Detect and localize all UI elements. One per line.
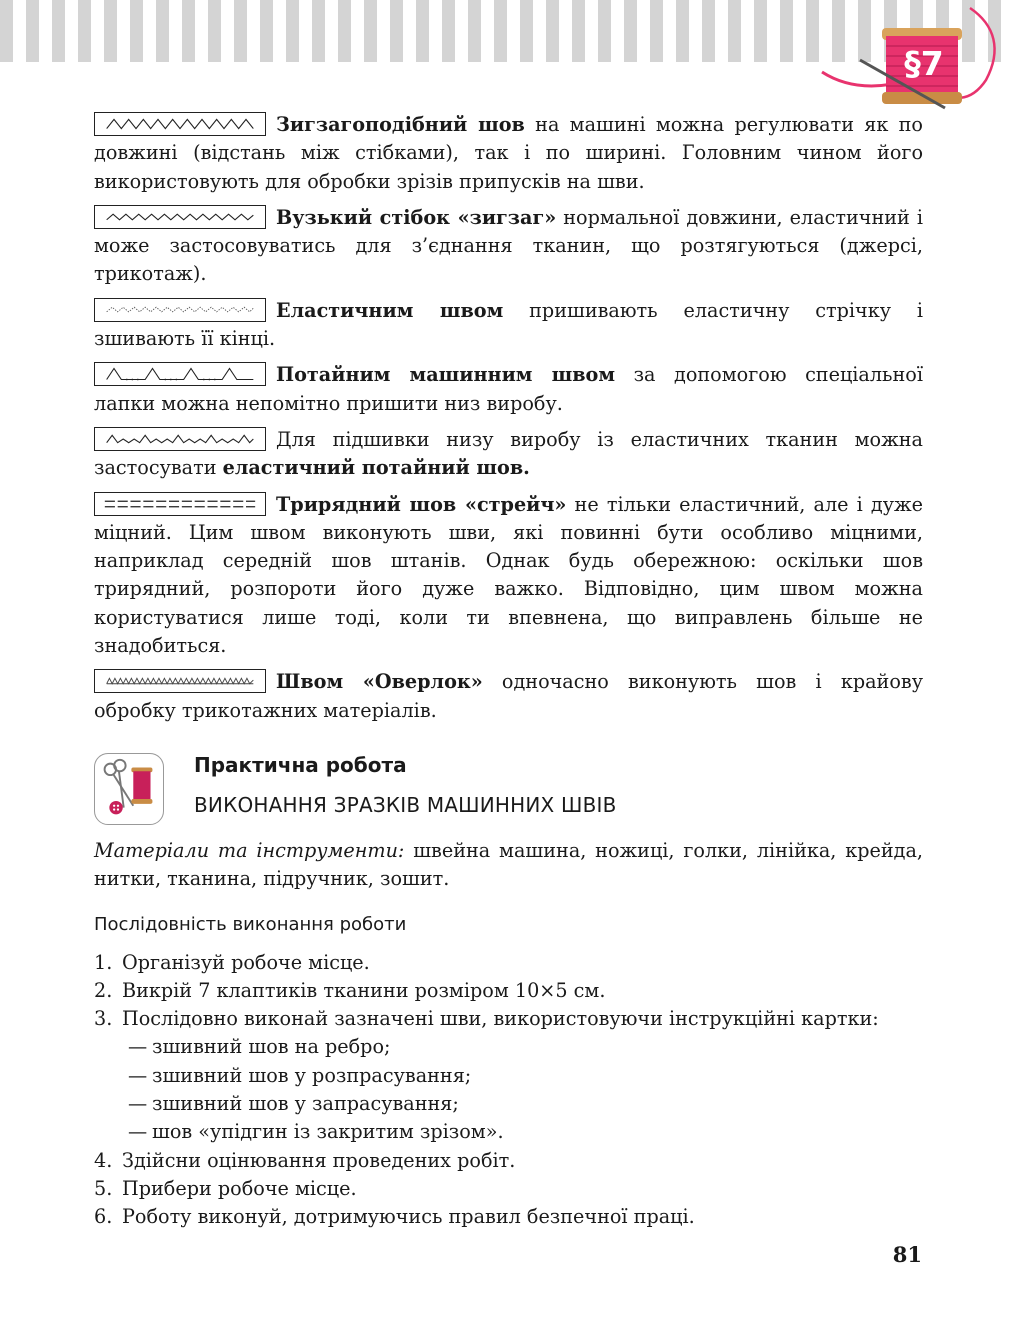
dash: —: [128, 1063, 148, 1087]
term-elastic-blind-hem: еластичний потайний шов.: [222, 456, 530, 480]
sub-list-item: [128, 1062, 923, 1090]
term-triple-stretch: Трирядний шов «стрейч»: [276, 492, 567, 516]
sub-step-text: зшивний шов на ребро;: [152, 1035, 391, 1059]
list-item: [94, 949, 923, 977]
section-number: §7: [904, 44, 944, 83]
sub-step-text: шов «упідгин із закритим зрізом».: [152, 1120, 504, 1144]
sub-steps-list: [122, 1033, 923, 1146]
practical-work-subtitle: ВИКОНАННЯ ЗРАЗКІВ МАШИННИХ ШВІВ: [194, 792, 617, 817]
step-text: Прибери робоче місце.: [122, 1176, 357, 1200]
step-number: 2.: [94, 978, 113, 1002]
elastic-blind-hem-stitch-icon: [94, 427, 266, 451]
sub-step-text: зшивний шов у запрасування;: [152, 1092, 459, 1116]
term-overlock: Швом «Оверлок»: [276, 670, 483, 694]
sub-list-item: [128, 1090, 923, 1118]
paragraph-narrow-zigzag: [94, 204, 923, 289]
sub-list-item: [128, 1118, 923, 1146]
step-number: 5.: [94, 1176, 113, 1200]
dash: —: [128, 1120, 148, 1144]
step-text: Здійсни оцінювання проведених робіт.: [122, 1148, 516, 1172]
list-item: [94, 1203, 923, 1231]
paragraph-overlock: [94, 668, 923, 725]
term-zigzag: Зигзагоподібний шов: [276, 113, 525, 136]
text-elastic-blind-hem-pre: Для підшивки низу виробу із еластичних тканин можна застосувати: [94, 427, 923, 480]
dash: —: [128, 1035, 148, 1059]
list-item: [94, 977, 923, 1005]
step-number: 4.: [94, 1148, 113, 1172]
paragraph-triple-stretch: [94, 491, 923, 661]
step-number: 6.: [94, 1205, 113, 1229]
elastic-stitch-icon: [94, 298, 266, 322]
step-text: Викрій 7 клаптиків тканини розміром 10×5 см.: [122, 978, 606, 1002]
text-elastic: пришивають еластичну стрічку і зшивають її кінці.: [94, 298, 923, 351]
main-content: [94, 111, 923, 1232]
steps-list: [94, 949, 923, 1232]
narrow-zigzag-stitch-icon: [94, 205, 266, 229]
zigzag-stitch-icon: [94, 112, 266, 136]
text-narrow-zigzag: нормальної довжини, еластичний і може застосовуватись для з’єднання тканин, що розтягуються (джерсі, трикотаж).: [94, 205, 923, 286]
materials-text: швейна машина, ножиці, голки, лінійка, крейда, нитки, тканина, підручник, зошит.: [94, 838, 923, 891]
term-blind-hem: Потайним машинним швом: [276, 363, 616, 387]
step-text: Роботу виконуй, дотримуючись правил безпечної праці.: [122, 1205, 695, 1229]
text-triple-stretch: не тільки еластичний, але і дуже міцний. Цим швом виконують шви, які повинні бути особливо міцними, наприклад середній шов штанів. Однак будь обережною: оскільки шов трирядний, розпороти його дуже важко. Відповідно, цим швом можна користуватися лише тоді, коли ти впевнена, що виправлень більше не знадобиться.: [94, 492, 923, 658]
step-number: 3.: [94, 1007, 113, 1031]
paragraph-zigzag: [94, 111, 923, 196]
text-blind-hem: за допомогою спеціальної лапки можна непомітно пришити низ виробу.: [94, 363, 923, 415]
practical-work-header: [94, 753, 923, 835]
list-item: [94, 1005, 923, 1146]
sub-list-item: [128, 1033, 923, 1061]
list-item: [94, 1175, 923, 1203]
term-narrow-zigzag: Вузький стібок «зигзаг»: [276, 205, 557, 229]
text-overlock: одночасно виконують шов і крайову обробку трикотажних матеріалів.: [94, 670, 923, 722]
sub-step-text: зшивний шов у розпрасування;: [152, 1063, 472, 1087]
dash: —: [128, 1092, 148, 1116]
text-zigzag: на машині можна регулювати як по довжині (відстань між стібками), так і по ширині. Головним чином його використовують для обробки зрізів припусків на шви.: [94, 113, 923, 193]
paragraph-blind-hem: [94, 361, 923, 418]
blind-hem-stitch-icon: [94, 362, 266, 386]
sequence-heading: Послідовність виконання роботи: [94, 913, 407, 935]
page-number: 81: [892, 1242, 922, 1267]
term-elastic: Еластичним швом: [276, 298, 504, 322]
paragraph-elastic: [94, 297, 923, 354]
overlock-stitch-icon: [94, 669, 266, 693]
step-number: 1.: [94, 950, 113, 974]
step-text: Організуй робоче місце.: [122, 950, 370, 974]
list-item: [94, 1147, 923, 1175]
step-text: Послідовно виконай зазначені шви, використовуючи інструкційні картки:: [122, 1007, 879, 1031]
triple-stretch-stitch-icon: [94, 492, 266, 516]
sewing-tools-icon: [94, 753, 164, 825]
paragraph-elastic-blind-hem: [94, 426, 923, 483]
materials-paragraph: [94, 837, 923, 894]
practical-work-title: Практична робота: [194, 752, 407, 777]
materials-label: Матеріали та інструменти:: [94, 838, 405, 862]
